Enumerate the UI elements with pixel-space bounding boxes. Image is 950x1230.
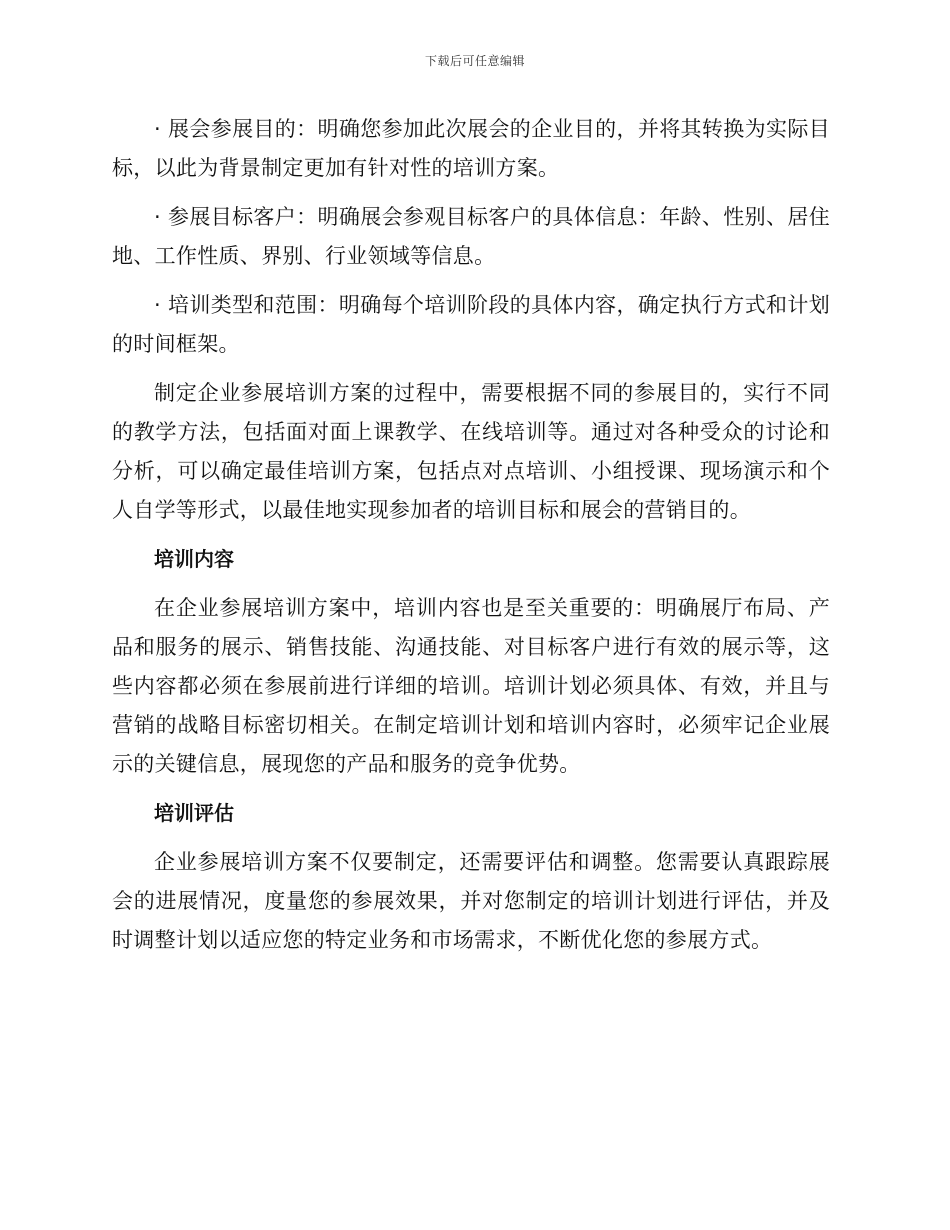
paragraph-training-evaluation: 企业参展培训方案不仅要制定，还需要评估和调整。您需要认真跟踪展会的进展情况，度量您的参展效果，并对您制定的培训计划进行评估，并及时调整计划以适应您的特定业务和市场需求，不断优化您的参展方式。 [112, 850, 830, 952]
paragraph-training-methods: 制定企业参展培训方案的过程中，需要根据不同的参展目的，实行不同的教学方法，包括面对面上课教学、在线培训等。通过对各种受众的讨论和分析，可以确定最佳培训方案，包括点对点培训、小组授课、现场演示和个人自学等形式，以最佳地实现参加者的培训目标和展会的营销目的。 [112, 381, 830, 522]
heading-training-content: 培训内容 [154, 547, 234, 571]
document-body [112, 110, 830, 970]
bullet-training-type-scope: · 培训类型和范围：明确每个培训阶段的具体内容，确定执行方式和计划的时间框架。 [112, 293, 830, 356]
heading-training-evaluation: 培训评估 [154, 801, 234, 825]
bullet-target-customers: · 参展目标客户：明确展会参观目标客户的具体信息：年龄、性别、居住地、工作性质、界别、行业领域等信息。 [112, 205, 830, 268]
page-header: 下载后可任意编辑 [424, 54, 525, 68]
paragraph-training-content: 在企业参展培训方案中，培训内容也是至关重要的：明确展厅布局、产品和服务的展示、销售技能、沟通技能、对目标客户进行有效的展示等，这些内容都必须在参展前进行详细的培训。培训计划必须具体、有效，并且与营销的战略目标密切相关。在制定培训计划和培训内容时，必须牢记企业展示的关键信息，展现您的产品和服务的竞争优势。 [112, 596, 830, 776]
bullet-exhibition-purpose: · 展会参展目的：明确您参加此次展会的企业目的，并将其转换为实际目标，以此为背景制定更加有针对性的培训方案。 [112, 117, 830, 180]
